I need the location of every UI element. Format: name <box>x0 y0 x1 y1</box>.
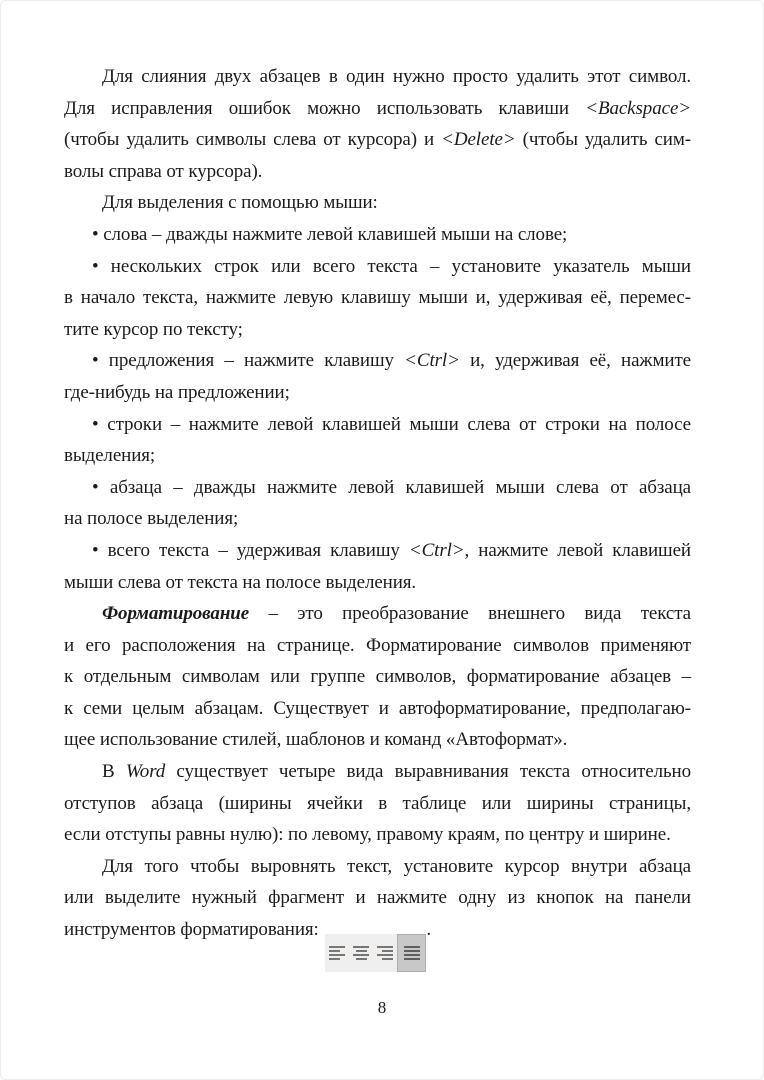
text-line <box>64 535 691 567</box>
text-line <box>64 724 691 756</box>
text-run: и его расположения на странице. Форматирование символов применяют <box>64 634 691 656</box>
bullet-paragraph <box>64 535 691 598</box>
bullet-paragraph <box>64 472 691 535</box>
align-left-icon <box>325 934 349 972</box>
text-line <box>64 503 691 535</box>
document-text-body <box>64 61 691 972</box>
align-right-icon <box>373 934 397 972</box>
text-run: • всего текста – удерживая клавишу <box>92 539 409 561</box>
text-line <box>64 93 691 125</box>
text-line <box>64 345 691 377</box>
text-run: мыши слева от текста на полосе выделения. <box>64 571 417 593</box>
text-line <box>64 314 691 346</box>
text-line <box>64 61 691 93</box>
text-run: Для того чтобы выровнять текст, установите курсор внутри абзаца <box>102 855 691 877</box>
text-run: волы справа от курсора). <box>64 160 263 182</box>
text-line <box>64 282 691 314</box>
text-run: (чтобы удалить сим- <box>515 129 691 151</box>
text-line <box>64 756 691 788</box>
emphasized-text-run: <Backspace> <box>585 97 691 119</box>
text-line <box>64 882 691 914</box>
text-line <box>64 788 691 820</box>
text-run: в начало текста, нажмите левую клавишу мыши и, удерживая её, перемес- <box>64 287 691 309</box>
bullet-paragraph <box>64 409 691 472</box>
paragraph <box>64 851 691 972</box>
alignment-toolbar-illustration <box>325 934 426 972</box>
paragraph <box>64 598 691 756</box>
text-run: на полосе выделения; <box>64 508 239 530</box>
text-line <box>64 630 691 662</box>
emphasized-text-run: <Ctrl> <box>408 539 465 561</box>
text-line <box>64 219 691 251</box>
text-run: (чтобы удалить символы слева от курсора) и <box>64 129 442 151</box>
text-run: В <box>102 761 126 783</box>
text-run: к отдельным символам или группе символов, форматирование абзацев – <box>64 666 691 688</box>
text-line <box>64 693 691 725</box>
text-line <box>64 598 691 630</box>
bullet-paragraph <box>64 345 691 408</box>
text-line <box>64 124 691 156</box>
text-run: • абзаца – дважды нажмите левой клавишей мыши слева от абзаца <box>92 476 691 498</box>
text-run: Для выделения с помощью мыши: <box>102 192 378 214</box>
text-run: инструментов форматирования: <box>64 919 324 941</box>
text-run: выделения; <box>64 445 156 467</box>
text-line <box>64 440 691 472</box>
text-run: Для исправления ошибок можно использовать клавиши <box>64 97 586 119</box>
text-line <box>64 251 691 283</box>
text-line <box>64 156 691 188</box>
justify-icon <box>397 934 426 972</box>
text-line <box>64 377 691 409</box>
text-run: если отступы равны нулю): по левому, правому краям, по центру и ширине. <box>64 824 671 846</box>
emphasized-text-run: <Ctrl> <box>404 350 460 372</box>
text-run: , нажмите левой клавишей <box>464 539 691 561</box>
text-run: к семи целым абзацам. Существует и автоформатирование, предполагаю- <box>64 697 691 719</box>
paragraph <box>64 756 691 851</box>
text-run: и, удерживая её, нажмите <box>459 350 691 372</box>
page-number: 8 <box>377 998 387 1017</box>
align-center-icon <box>349 934 373 972</box>
text-line <box>64 914 691 972</box>
text-line <box>64 819 691 851</box>
text-run: • нескольких строк или всего текста – установите указатель мыши <box>92 255 691 277</box>
text-run: – это преобразование внешнего вида текста <box>249 603 691 625</box>
text-run: • предложения – нажмите клавишу <box>92 350 405 372</box>
text-line <box>64 661 691 693</box>
text-run: тите курсор по тексту; <box>64 318 243 340</box>
text-run: где-нибудь на предложении; <box>64 381 290 403</box>
text-run: • слова – дважды нажмите левой клавишей мыши на слове; <box>92 223 568 245</box>
text-line <box>64 472 691 504</box>
emphasized-text-run: <Delete> <box>441 129 516 151</box>
paragraph <box>64 187 691 219</box>
text-run: щее использование стилей, шаблонов и команд «Автоформат». <box>64 729 568 751</box>
bullet-paragraph <box>64 219 691 251</box>
text-line <box>64 187 691 219</box>
text-line <box>64 851 691 883</box>
text-run: • строки – нажмите левой клавишей мыши слева от строки на полосе <box>92 413 691 435</box>
text-run: . <box>426 919 432 941</box>
text-run: Для слияния двух абзацев в один нужно просто удалить этот символ. <box>102 66 691 87</box>
text-run: отступов абзаца (ширины ячейки в таблице или ширины страницы, <box>64 792 691 814</box>
emphasized-text-run: Word <box>125 761 166 783</box>
text-line <box>64 567 691 599</box>
text-run: или выделите нужный фрагмент и нажмите одну из кнопок на панели <box>64 887 691 909</box>
text-line <box>64 409 691 441</box>
bullet-paragraph <box>64 251 691 346</box>
emphasized-text-run: Форматирование <box>102 603 250 625</box>
paragraph <box>64 61 691 187</box>
text-run: существует четыре вида выравнивания текста относительно <box>165 761 691 783</box>
